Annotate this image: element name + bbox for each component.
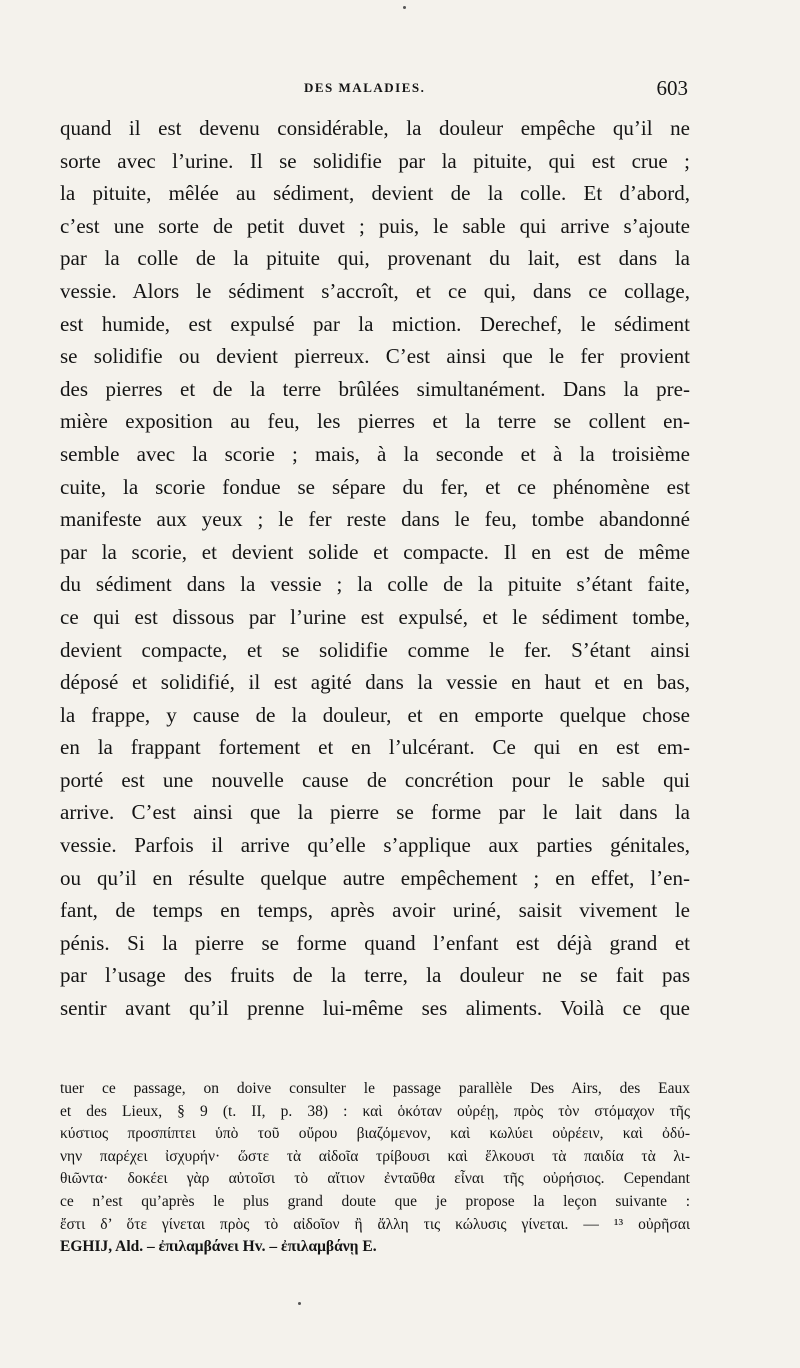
text-line: manifeste aux yeux ; le fer reste dans le feu, tombe abandonné: [60, 507, 690, 532]
text-line: en la frappant fortement et en l’ulcérant. Ce qui en est em-: [60, 735, 690, 760]
text-line: mière exposition au feu, les pierres et la terre se collent en-: [60, 409, 690, 434]
paper-speck: [403, 6, 406, 9]
text-line: se solidifie ou devient pierreux. C’est ainsi que le fer provient: [60, 344, 690, 369]
main-text: [60, 112, 690, 1025]
text-line: vessie. Parfois il arrive qu’elle s’applique aux parties génitales,: [60, 833, 690, 858]
footnote-line: κύστιος προσπίπτει ὑπὸ τοῦ οὔρου βιαζόμενον, καὶ κωλύει οὐρέειν, καὶ ὀδύ-: [60, 1125, 690, 1143]
text-line: porté est une nouvelle cause de concrétion pour le sable qui: [60, 767, 690, 792]
footnote-line: νην παρέχει ἰσχυρήν· ὥστε τὰ αἰδοῖα τρίβουσι καὶ ἕλκουσι τὰ παιδία τὰ λι-: [60, 1147, 690, 1165]
text-line: devient compacte, et se solidifie comme le fer. S’étant ainsi: [60, 637, 690, 662]
text-line: vessie. Alors le sédiment s’accroît, et ce qui, dans ce collage,: [60, 278, 690, 303]
page-number: 603: [656, 76, 688, 100]
footnotes: [60, 1078, 690, 1259]
running-title: DES MALADIES.: [304, 80, 426, 95]
text-line: déposé et solidifié, il est agité dans la vessie en haut et en bas,: [60, 670, 690, 695]
text-line: des pierres et de la terre brûlées simultanément. Dans la pre-: [60, 376, 690, 401]
footnote-line: ce n’est qu’après le plus grand doute que je propose la leçon suivante :: [60, 1192, 690, 1210]
text-line: du sédiment dans la vessie ; la colle de la pituite s’étant faite,: [60, 572, 690, 597]
text-line: arrive. C’est ainsi que la pierre se forme par le lait dans la: [60, 800, 690, 825]
text-line: ou qu’il en résulte quelque autre empêchement ; en effet, l’en-: [60, 865, 690, 890]
text-line: par l’usage des fruits de la terre, la douleur ne se fait pas: [60, 963, 690, 988]
footnote-line: EGHIJ, Ald. – ἐπιλαμβάνει Hv. – ἐπιλαμβάνῃ E.: [60, 1238, 377, 1256]
footnote-line: ἔστι δ’ ὅτε γίνεται πρὸς τὸ αἰδοῖον ἢ ἄλλη τις κώλυσις γίνεται. — ¹³ οὐρῆσαι: [60, 1215, 690, 1233]
footnote-line: et des Lieux, § 9 (t. II, p. 38) : καὶ ὁκόταν οὐρέῃ, πρὸς τὸν στόμαχον τῆς: [60, 1102, 690, 1120]
footnote-line: θιῶντα· δοκέει γὰρ αὐτοῖσι τὸ αἴτιον ἐνταῦθα εἶναι τῆς οὐρήσιος. Cependant: [60, 1170, 690, 1188]
text-line: sorte avec l’urine. Il se solidifie par la pituite, qui est crue ;: [60, 148, 690, 173]
text-line: la pituite, mêlée au sédiment, devient de la colle. Et d’abord,: [60, 181, 690, 206]
text-line: semble avec la scorie ; mais, à la seconde et à la troisième: [60, 441, 690, 466]
text-line: cuite, la scorie fondue se sépare du fer, et ce phénomène est: [60, 474, 690, 499]
text-line: quand il est devenu considérable, la douleur empêche qu’il ne: [60, 116, 690, 140]
text-line: pénis. Si la pierre se forme quand l’enfant est déjà grand et: [60, 930, 690, 955]
paper-speck: [298, 1302, 301, 1305]
text-line: c’est une sorte de petit duvet ; puis, le sable qui arrive s’ajoute: [60, 213, 690, 238]
footnote-line: tuer ce passage, on doive consulter le passage parallèle Des Airs, des Eaux: [60, 1080, 690, 1097]
text-line: la frappe, y cause de la douleur, et en emporte quelque chose: [60, 702, 690, 727]
text-line: sentir avant qu’il prenne lui-même ses aliments. Voilà ce que: [60, 996, 690, 1021]
text-line: fant, de temps en temps, après avoir uriné, saisit vivement le: [60, 898, 690, 923]
text-line: par la colle de la pituite qui, provenant du lait, est dans la: [60, 246, 690, 271]
text-line: est humide, est expulsé par la miction. Derechef, le sédiment: [60, 311, 690, 336]
text-line: ce qui est dissous par l’urine est expulsé, et le sédiment tombe,: [60, 604, 690, 629]
text-line: par la scorie, et devient solide et compacte. Il en est de même: [60, 539, 690, 564]
page-header: [60, 74, 690, 104]
